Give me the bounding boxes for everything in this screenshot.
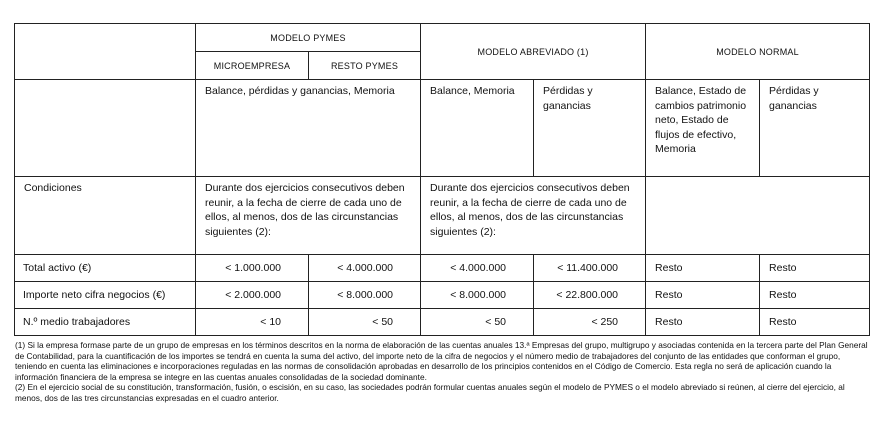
abreviado-conditions: Durante dos ejercicios consecutivos deben reunir, a la fecha de cierre de cada uno de ellos, al menos, dos de las circunstancias siguientes (2): xyxy=(421,177,646,255)
table-row xyxy=(15,282,870,309)
value-cell: Resto xyxy=(646,309,760,336)
conditions-label: Condiciones xyxy=(15,177,196,255)
value-cell: < 1.000.000 xyxy=(196,255,309,282)
abreviado-pyg-documents: Pérdidas y ganancias xyxy=(534,80,646,177)
header-microempresa: MICROEMPRESA xyxy=(196,52,309,80)
value-cell: Resto xyxy=(646,282,760,309)
table-row xyxy=(15,309,870,336)
value-cell: < 4.000.000 xyxy=(309,255,421,282)
value-cell: < 11.400.000 xyxy=(534,255,646,282)
header-modelo-pymes: MODELO PYMES xyxy=(196,24,421,52)
empty-cell xyxy=(15,80,196,177)
abreviado-balance-documents: Balance, Memoria xyxy=(421,80,534,177)
modelos-cuentas-table xyxy=(14,23,870,336)
value-cell: < 50 xyxy=(421,309,534,336)
row-label: N.º medio trabajadores xyxy=(15,309,196,336)
normal-conditions xyxy=(646,177,870,255)
header-modelo-abreviado: MODELO ABREVIADO (1) xyxy=(421,24,646,80)
value-cell: Resto xyxy=(760,282,870,309)
value-cell: < 4.000.000 xyxy=(421,255,534,282)
value-cell: < 250 xyxy=(534,309,646,336)
value-cell: < 10 xyxy=(196,309,309,336)
pymes-conditions: Durante dos ejercicios consecutivos deben reunir, a la fecha de cierre de cada uno de ellos, al menos, dos de las circunstancias siguientes (2): xyxy=(196,177,421,255)
pymes-documents: Balance, pérdidas y ganancias, Memoria xyxy=(196,80,421,177)
value-cell: < 2.000.000 xyxy=(196,282,309,309)
normal-balance-documents: Balance, Estado de cambios patrimonio neto, Estado de flujos de efectivo, Memoria xyxy=(646,80,760,177)
value-cell: Resto xyxy=(760,309,870,336)
footnote-1: (1) Si la empresa formase parte de un grupo de empresas en los términos descritos en la norma de elaboración de las cuentas anuales 13.ª Empresas del grupo, multigrupo y asociadas contenida en la tercera parte del Plan General de Contabilidad, para la cuantificación de los importes se tendrá en cuenta la suma del activo, del importe neto de la cifra de negocios y el número medio de trabajadores del conjunto de las entidades que conforman el grupo, teniendo en cuenta las eliminaciones e incorporaciones reguladas en las normas de consolidación aprobadas en desarrollo de los principios contenidos en el Código de Comercio. Esta regla no será de aplicación cuando la información financiera de la empresa se integre en las cuentas anuales consolidadas de la sociedad dominante. xyxy=(15,340,868,382)
row-label: Importe neto cifra negocios (€) xyxy=(15,282,196,309)
table-row xyxy=(15,255,870,282)
value-cell: Resto xyxy=(760,255,870,282)
value-cell: < 50 xyxy=(309,309,421,336)
header-resto-pymes: RESTO PYMES xyxy=(309,52,421,80)
footnotes xyxy=(15,340,870,404)
corner-cell xyxy=(15,24,196,80)
footnote-2: (2) En el ejercicio social de su constitución, transformación, fusión, o escisión, en su caso, las sociedades podrán formular cuentas anuales según el modelo de PYMES o el modelo abreviado si reúnen, al cierre del ejercicio, al menos, dos de las tres circunstancias expresadas en el cuadro anterior. xyxy=(15,382,845,403)
header-modelo-normal: MODELO NORMAL xyxy=(646,24,870,80)
row-label: Total activo (€) xyxy=(15,255,196,282)
value-cell: < 22.800.000 xyxy=(534,282,646,309)
value-cell: < 8.000.000 xyxy=(421,282,534,309)
value-cell: < 8.000.000 xyxy=(309,282,421,309)
normal-pyg-documents: Pérdidas y ganancias xyxy=(760,80,870,177)
value-cell: Resto xyxy=(646,255,760,282)
